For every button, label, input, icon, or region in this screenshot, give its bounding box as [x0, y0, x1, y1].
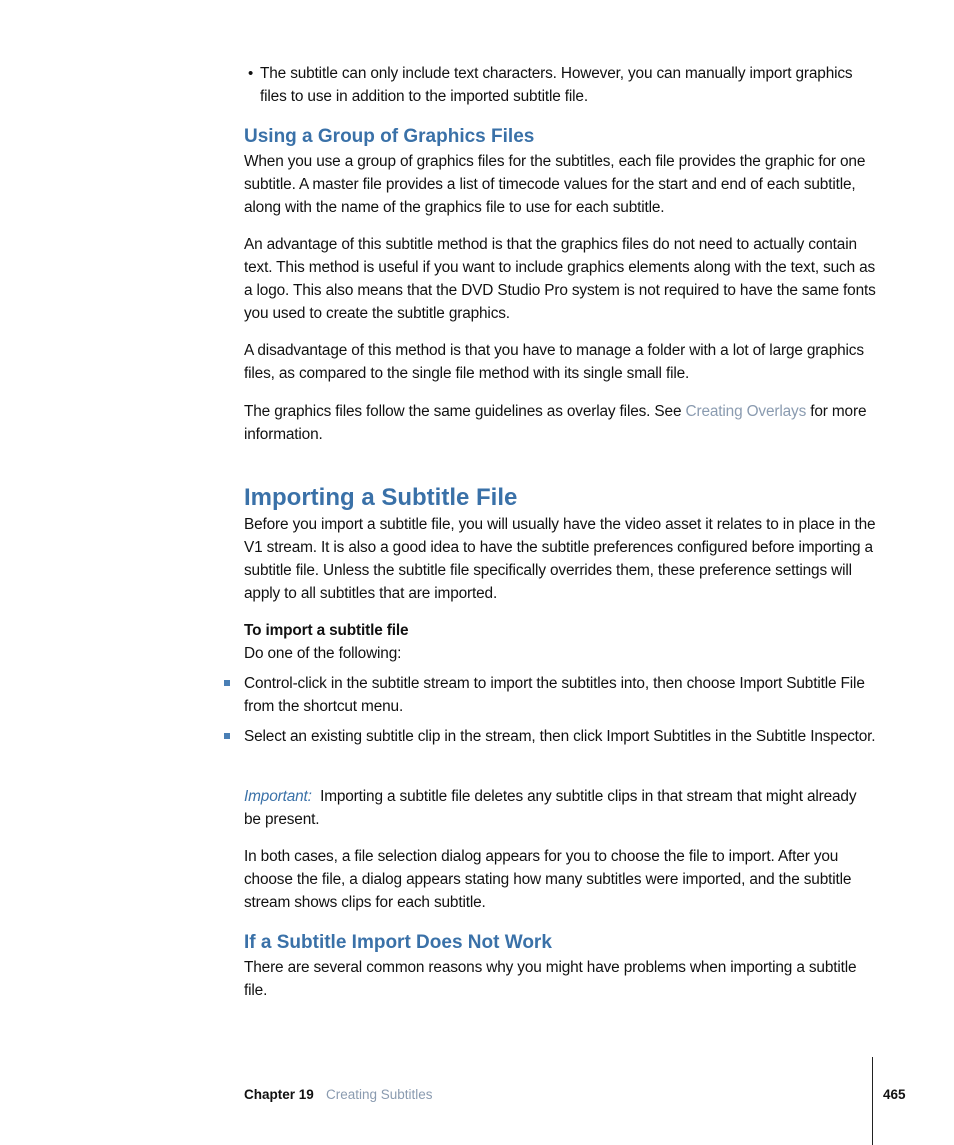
- bullet-marker: •: [248, 65, 254, 82]
- paragraph: There are several common reasons why you might have problems when importing a subtitle file.: [244, 959, 857, 999]
- square-bullet-icon: [224, 733, 230, 739]
- important-note: Important: Importing a subtitle file deletes any subtitle clips in that stream that might already be present.: [244, 788, 857, 828]
- important-label: Important:: [244, 788, 312, 805]
- section-heading-importing: Importing a Subtitle File: [244, 484, 518, 511]
- creating-overlays-link[interactable]: Creating Overlays: [685, 403, 807, 420]
- footer-divider: [872, 1057, 873, 1145]
- paragraph: In both cases, a file selection dialog appears for you to choose the file to import. After you choose the file, a dialog appears stating how many subtitles were imported, and the subtitle stream shows clips for each subtitle.: [244, 848, 852, 911]
- top-bullet-text: The subtitle can only include text characters. However, you can manually import graphics files to use in addition to the imported subtitle file.: [260, 65, 853, 105]
- footer-chapter: Chapter 19: [244, 1087, 314, 1102]
- footer-chapter-title[interactable]: Creating Subtitles: [326, 1087, 433, 1102]
- section-heading-group-graphics: Using a Group of Graphics Files: [244, 126, 535, 147]
- section-heading-import-fails: If a Subtitle Import Does Not Work: [244, 932, 552, 953]
- list-item: Select an existing subtitle clip in the stream, then click Import Subtitles in the Subtitle Inspector.: [244, 728, 876, 745]
- paragraph: Before you import a subtitle file, you will usually have the video asset it relates to in place in the V1 stream. It is also a good idea to have the subtitle preferences configured before importing a subtitle file. Unless the subtitle file specifically overrides them, these preference settings will apply to all subtitles that are imported.: [244, 516, 876, 602]
- task-title: To import a subtitle file: [244, 622, 409, 639]
- paragraph: When you use a group of graphics files for the subtitles, each file provides the graphic for one subtitle. A master file provides a list of timecode values for the start and end of each subtitle, along with the name of the graphics file to use for each subtitle.: [244, 153, 866, 216]
- task-intro: Do one of the following:: [244, 645, 402, 662]
- paragraph: An advantage of this subtitle method is that the graphics files do not need to actually contain text. This method is useful if you want to include graphics elements along with the text, such as a logo. This also means that the DVD Studio Pro system is not required to have the same fonts you used to create the subtitle graphics.: [244, 236, 876, 322]
- paragraph: A disadvantage of this method is that you have to manage a folder with a lot of large graphics files, as compared to the single file method with its single small file.: [244, 342, 864, 382]
- page-number: 465: [883, 1087, 906, 1102]
- list-item: Control-click in the subtitle stream to import the subtitles into, then choose Import Subtitle File from the shortcut menu.: [244, 675, 865, 715]
- paragraph-with-link: The graphics files follow the same guidelines as overlay files. See Creating Overlays for more information.: [244, 403, 867, 443]
- square-bullet-icon: [224, 680, 230, 686]
